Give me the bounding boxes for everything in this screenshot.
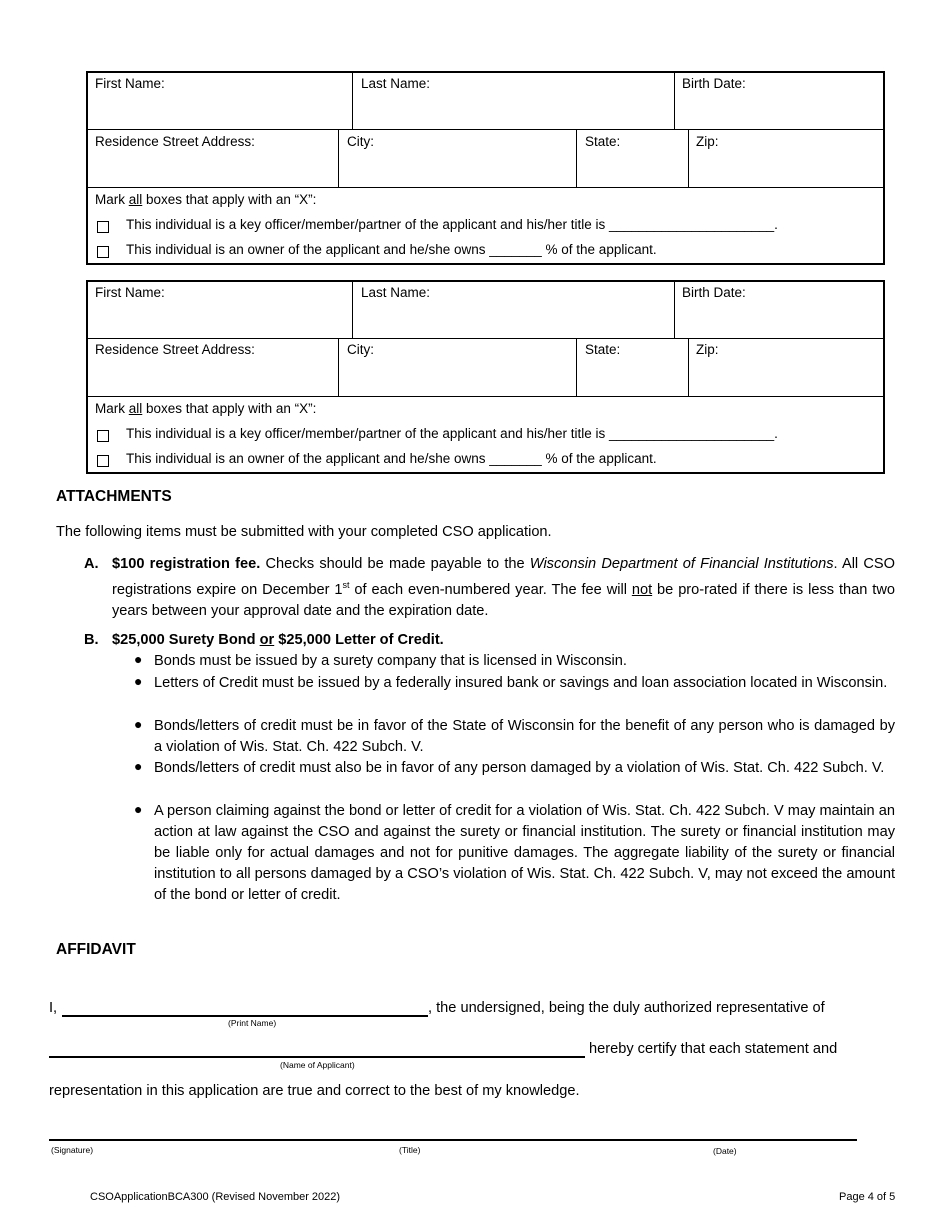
birth-date-field[interactable]: Birth Date: bbox=[682, 285, 746, 300]
col-divider bbox=[688, 129, 689, 187]
bullet-icon: ● bbox=[134, 651, 143, 667]
affidavit-i-label: I, bbox=[49, 1000, 58, 1016]
row-divider bbox=[88, 338, 883, 339]
mark-instructions: Mark all boxes that apply with an “X”: bbox=[95, 192, 317, 207]
attachments-heading: ATTACHMENTS bbox=[56, 488, 172, 505]
col-divider bbox=[352, 282, 353, 338]
last-name-field[interactable]: Last Name: bbox=[361, 76, 431, 91]
col-divider bbox=[688, 338, 689, 396]
birth-date-field[interactable]: Birth Date: bbox=[682, 76, 746, 91]
affidavit-line1-text: , the undersigned, being the duly authorized representative of bbox=[428, 1000, 825, 1016]
item-b-title: $25,000 Surety Bond or $25,000 Letter of Credit. bbox=[112, 632, 444, 648]
col-divider bbox=[674, 73, 675, 129]
title-caption: (Title) bbox=[399, 1145, 421, 1155]
applicant-name-line[interactable] bbox=[49, 1056, 585, 1058]
col-divider bbox=[576, 338, 577, 396]
zip-field[interactable]: Zip: bbox=[696, 134, 719, 149]
owner-text: This individual is an owner of the applicant and he/she owns _______ % of the applicant. bbox=[126, 451, 657, 466]
print-name-caption: (Print Name) bbox=[228, 1018, 277, 1028]
residence-address-field[interactable]: Residence Street Address: bbox=[95, 342, 255, 357]
city-field[interactable]: City: bbox=[347, 342, 374, 357]
affidavit-line3-text: representation in this application are true and correct to the best of my knowledge. bbox=[49, 1083, 580, 1099]
last-name-field[interactable]: Last Name: bbox=[361, 285, 431, 300]
col-divider bbox=[338, 129, 339, 187]
key-officer-text: This individual is a key officer/member/partner of the applicant and his/her title is ______________________. bbox=[126, 426, 778, 441]
bullet-item: Bonds/letters of credit must also be in favor of any person damaged by a violation of Wis. Stat. Ch. 422 Subch. V. bbox=[154, 760, 885, 776]
bullet-item: Letters of Credit must be issued by a federally insured bank or savings and loan association located in Wisconsin. bbox=[154, 675, 888, 691]
bullet-icon: ● bbox=[134, 716, 143, 732]
attachments-intro: The following items must be submitted with your completed CSO application. bbox=[56, 524, 552, 540]
item-b-letter: B. bbox=[84, 632, 99, 648]
key-officer-checkbox[interactable] bbox=[97, 221, 109, 233]
signature-caption: (Signature) bbox=[51, 1145, 94, 1155]
col-divider bbox=[352, 73, 353, 129]
form-id: CSOApplicationBCA300 (Revised November 2022) bbox=[90, 1191, 341, 1203]
key-officer-checkbox[interactable] bbox=[97, 430, 109, 442]
item-a-text: $100 registration fee. Checks should be made payable to the Wisconsin Department of Financial Institutions. All CSO registrations expire on December 1st of each even-numbered year. The fee will not be pro-rated if there is less than two years between your approval date and the expiration date. bbox=[112, 556, 895, 619]
state-field[interactable]: State: bbox=[585, 342, 621, 357]
row-divider bbox=[88, 129, 883, 130]
affidavit-heading: AFFIDAVIT bbox=[56, 941, 136, 958]
col-divider bbox=[576, 129, 577, 187]
col-divider bbox=[674, 282, 675, 338]
zip-field[interactable]: Zip: bbox=[696, 342, 719, 357]
residence-address-field[interactable]: Residence Street Address: bbox=[95, 134, 255, 149]
date-caption: (Date) bbox=[713, 1146, 737, 1156]
owner-checkbox[interactable] bbox=[97, 455, 109, 467]
applicant-name-caption: (Name of Applicant) bbox=[280, 1060, 355, 1070]
print-name-line[interactable] bbox=[62, 1015, 428, 1017]
affidavit-line2-text: hereby certify that each statement and bbox=[589, 1041, 838, 1057]
key-officer-text: This individual is a key officer/member/partner of the applicant and his/her title is ______________________. bbox=[126, 217, 778, 232]
owner-checkbox[interactable] bbox=[97, 246, 109, 258]
city-field[interactable]: City: bbox=[347, 134, 374, 149]
bullet-item: Bonds must be issued by a surety company that is licensed in Wisconsin. bbox=[154, 653, 627, 669]
state-field[interactable]: State: bbox=[585, 134, 621, 149]
page-number: Page 4 of 5 bbox=[839, 1191, 896, 1203]
bullet-icon: ● bbox=[134, 758, 143, 774]
bullet-icon: ● bbox=[134, 801, 143, 817]
item-a-letter: A. bbox=[84, 556, 99, 572]
individual-block-2 bbox=[86, 280, 885, 474]
bullet-item: A person claiming against the bond or letter of credit for a violation of Wis. Stat. Ch. 422 Subch. V may maintain an action at law against the CSO and against the surety or financial institution. The surety or financial institution may be liable only for actual damages and not for punitive damages. The aggregate liability of the surety or financial institution to all persons damaged by a CSO’s violation of Wis. Stat. Ch. 422 Subch. V, may not exceed the amount of the bond or letter of credit. bbox=[154, 803, 895, 903]
individual-block-1 bbox=[86, 71, 885, 265]
first-name-field[interactable]: First Name: bbox=[95, 285, 165, 300]
bullet-icon: ● bbox=[134, 673, 143, 689]
owner-text: This individual is an owner of the applicant and he/she owns _______ % of the applicant. bbox=[126, 242, 657, 257]
mark-instructions: Mark all boxes that apply with an “X”: bbox=[95, 401, 317, 416]
first-name-field[interactable]: First Name: bbox=[95, 76, 165, 91]
row-divider bbox=[88, 396, 883, 397]
col-divider bbox=[338, 338, 339, 396]
bullet-item: Bonds/letters of credit must be in favor of the State of Wisconsin for the benefit of any person who is damaged by a violation of Wis. Stat. Ch. 422 Subch. V. bbox=[154, 718, 895, 755]
row-divider bbox=[88, 187, 883, 188]
signature-line[interactable] bbox=[49, 1139, 857, 1141]
